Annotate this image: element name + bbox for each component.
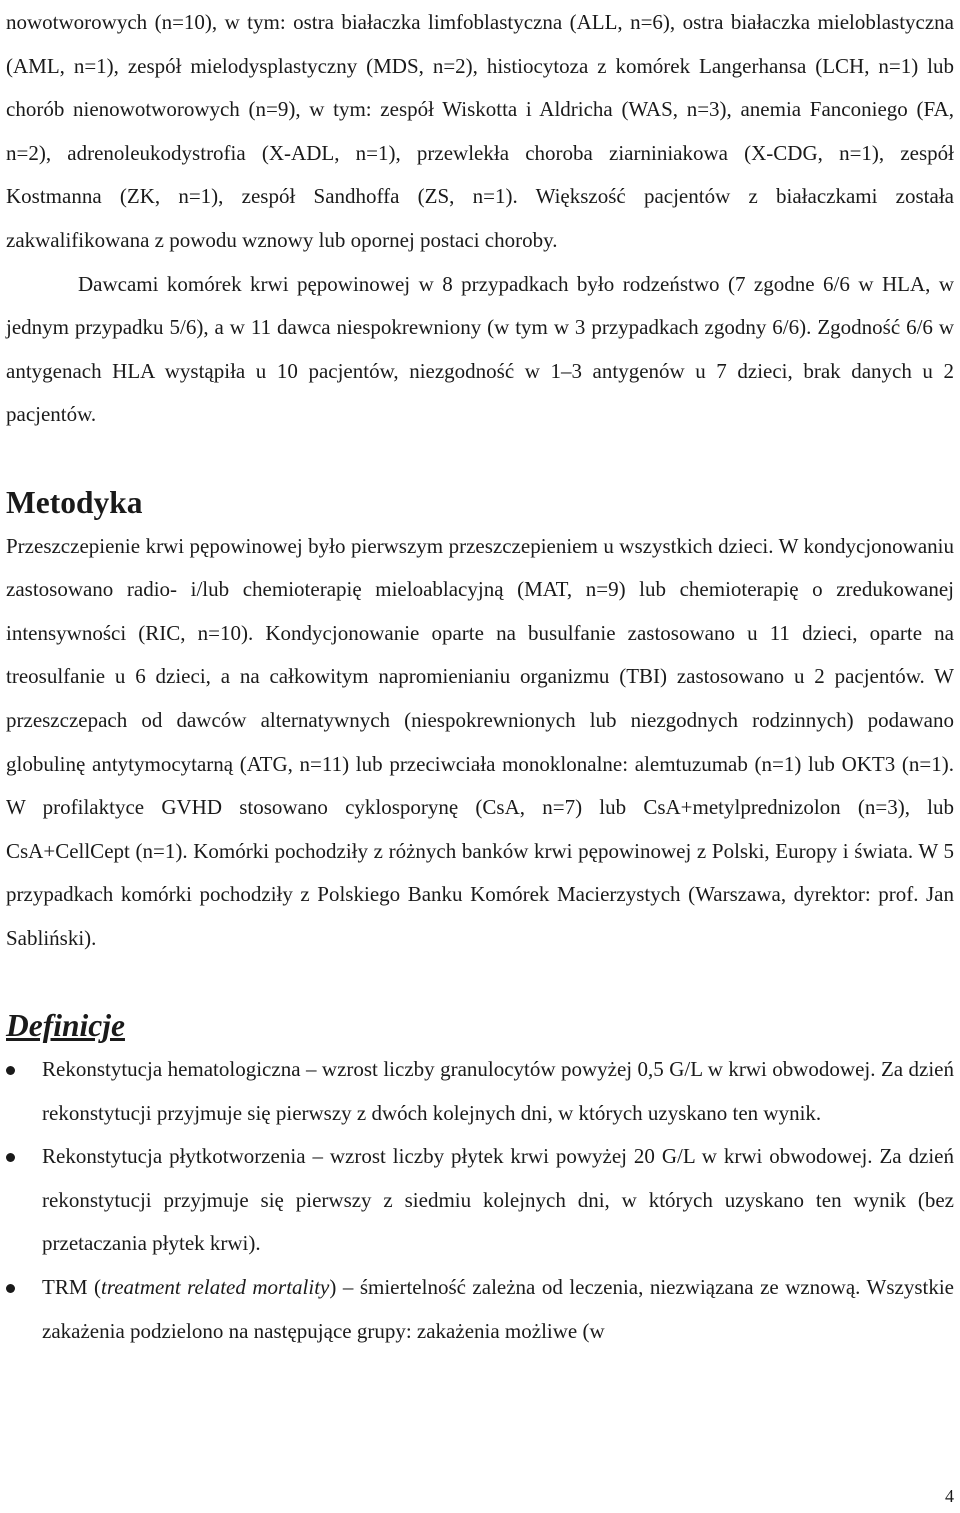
paragraph-metodyka: Przeszczepienie krwi pępowinowej było pierwszym przeszczepieniem u wszystkich dzieci. W kondycjonowaniu zastosowano radio- i/lub chemioterapię mieloablacyjną (MAT, n=9) lub chemioterapię o zredukowanej intensywności (RIC, n=10). Kondycjonowanie oparte na busulfanie zastosowano u 11 dzieci, oparte na treosulfanie u 6 dzieci, a na całkowitym napromienianiu organizmu (TBI) zastosowano u 2 pacjentów. W przeszczepach od dawców alternatywnych (niespokrewnionych lub niezgodnych rodzinnych) podawano globulinę antytymocytarną (ATG, n=11) lub przeciwciała monoklonalne: alemtuzumab (n=1) lub OKT3 (n=1). W profilaktyce GVHD stosowano cyklosporynę (CsA, n=7) lub CsA+metylprednizolon (n=3), lub CsA+CellCept (n=1). Komórki pochodziły z różnych banków krwi pępowinowej z Polski, Europy i świata. W 5 przypadkach komórki pochodziły z Polskiego Banku Komórek Macierzystych (Warszawa, dyrektor: prof. Jan Sabliński). <box>6 533 954 950</box>
paragraph-patients: nowotworowych (n=10), w tym: ostra białaczka limfoblastyczna (ALL, n=6), ostra białaczka mieloblastyczna (AML, n=1), zespół mielodysplastyczny (MDS, n=2), histiocytoza z komórek Langerhansa (LCH, n=1) lub chorób nienowotworowych (n=9), w tym: zespół Wiskotta i Aldricha (WAS, n=3), anemia Fanconiego (FA, n=2), adrenoleukodystrofia (X-ADL, n=1), przewlekła choroba ziarniniakowa (X-CDG, n=1), zespół Kostmanna (ZK, n=1), zespół Sandhoffa (ZS, n=1). Większość pacjentów z białaczkami została zakwalifikowana z powodu wznowy lub opornej postaci choroby. <box>6 10 954 252</box>
heading-definicje: Definicje <box>6 1008 125 1044</box>
definition-item <box>6 1135 954 1266</box>
definition-item <box>6 1048 954 1135</box>
bullet-icon <box>6 1153 15 1162</box>
definition-item <box>6 1266 954 1353</box>
definition-text: Rekonstytucja płytkotworzenia – wzrost liczby płytek krwi powyżej 20 G/L w krwi obwodowej. Za dzień rekonstytucji przyjmuje się pierwszy z siedmiu kolejnych dni, w których uzyskano ten wynik (bez przetaczania płytek krwi). <box>42 1144 954 1256</box>
bullet-icon <box>6 1284 15 1293</box>
heading-metodyka: Metodyka <box>6 484 143 520</box>
definition-prefix: TRM ( <box>42 1275 101 1300</box>
paragraph-donors: Dawcami komórek krwi pępowinowej w 8 przypadkach było rodzeństwo (7 zgodne 6/6 w HLA, w jednym przypadku 5/6), a w 11 dawca niespokrewniony (w tym w 3 przypadkach zgodny 6/6). Zgodność 6/6 w antygenach HLA wystąpiła u 10 pacjentów, niezgodność w 1–3 antygenów u 7 dzieci, brak danych u 2 pacjentów. <box>6 271 954 427</box>
definition-text: Rekonstytucja hematologiczna – wzrost liczby granulocytów powyżej 0,5 G/L w krwi obwodowej. Za dzień rekonstytucji przyjmuje się pierwszy z dwóch kolejnych dni, w których uzyskano ten wynik. <box>42 1057 954 1125</box>
definition-italic-term: treatment related mortality <box>100 1275 330 1300</box>
definitions-list <box>6 1048 954 1353</box>
bullet-icon <box>6 1066 15 1075</box>
document-page <box>6 0 954 1353</box>
definition-suffix: ) – śmiertelność zależna od leczenia, niezwiązana ze wznową. Wszystkie zakażenia podzielono na następujące grupy: zakażenia możliwe (w <box>42 1275 954 1343</box>
page-number: 4 <box>945 1486 954 1506</box>
